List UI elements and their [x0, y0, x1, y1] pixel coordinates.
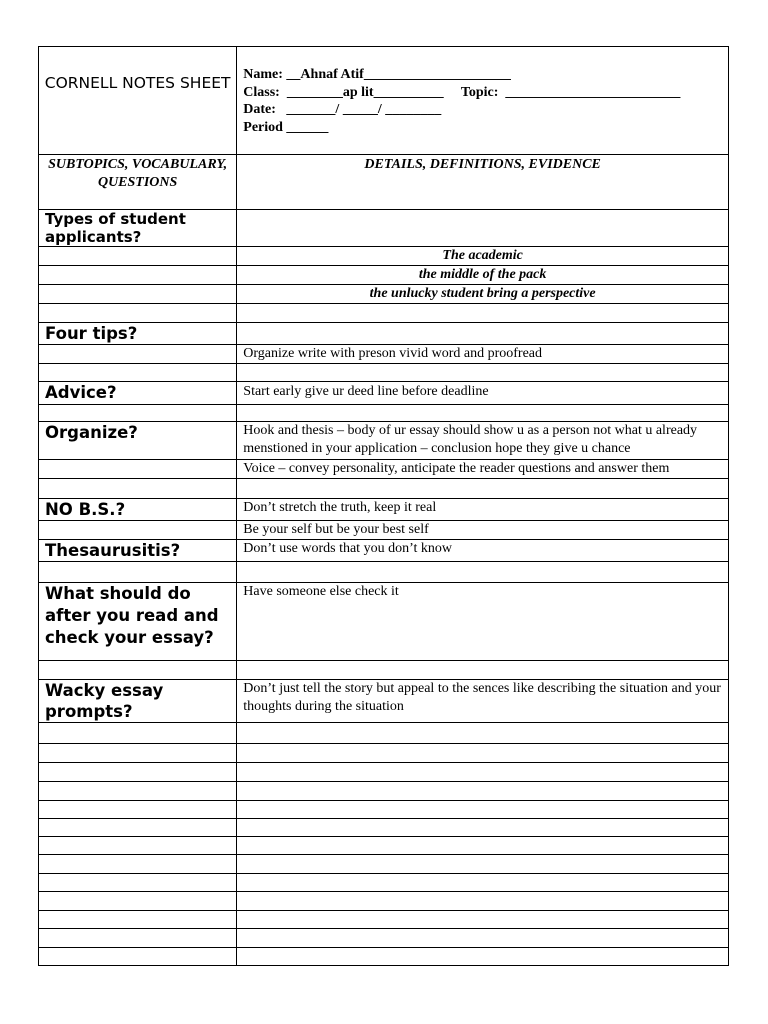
table-row — [39, 364, 729, 382]
student-info — [237, 47, 729, 155]
table-row — [39, 723, 729, 744]
table-row — [39, 801, 729, 819]
subtopic-cell — [39, 819, 237, 837]
answer-voice: Voice – convey personality, anticipate the reader questions and answer them — [237, 460, 729, 479]
table-row — [39, 285, 729, 304]
table-row — [39, 929, 729, 948]
answer-yourself: Be your self but be your best self — [237, 521, 729, 540]
subtopic-cell — [39, 911, 237, 929]
details-cell — [237, 801, 729, 819]
table-row — [39, 266, 729, 285]
table-row — [39, 382, 729, 405]
subtopic-cell — [39, 723, 237, 744]
answer-wacky: Don’t just tell the story but appeal to the sences like describing the situation and your thoughts during the situation — [237, 680, 729, 723]
table-row — [39, 583, 729, 661]
question-nobs: NO B.S.? — [39, 499, 237, 521]
table-row — [39, 479, 729, 499]
right-column-header: DETAILS, DEFINITIONS, EVIDENCE — [237, 155, 729, 210]
column-header-row — [39, 155, 729, 210]
table-row — [39, 345, 729, 364]
question-organize: Organize? — [39, 422, 237, 460]
table-row — [39, 948, 729, 966]
subtopic-cell — [39, 405, 237, 422]
details-cell — [237, 782, 729, 801]
table-row — [39, 405, 729, 422]
table-row — [39, 422, 729, 460]
subtopic-cell — [39, 801, 237, 819]
answer-tips: Organize write with preson vivid word and proofread — [237, 345, 729, 364]
details-cell — [237, 405, 729, 422]
details-cell — [237, 948, 729, 966]
answer-after-check: Have someone else check it — [237, 583, 729, 661]
class-topic-line: Class: ________ap lit__________ Topic: _________________________ — [243, 84, 681, 100]
subtopic-cell — [39, 892, 237, 911]
details-cell — [237, 819, 729, 837]
subtopic-cell — [39, 929, 237, 948]
subtopic-cell — [39, 837, 237, 855]
details-cell — [237, 892, 729, 911]
table-row — [39, 819, 729, 837]
details-cell — [237, 562, 729, 583]
table-row — [39, 247, 729, 266]
details-cell — [237, 661, 729, 680]
cornell-notes-table — [38, 46, 729, 966]
question-after-check: What should do after you read and check your essay? — [39, 583, 237, 661]
subtopic-cell — [39, 744, 237, 763]
question-tips: Four tips? — [39, 323, 237, 345]
details-cell — [237, 364, 729, 382]
table-row — [39, 304, 729, 323]
subtopic-cell — [39, 521, 237, 540]
subtopic-cell — [39, 661, 237, 680]
subtopic-cell — [39, 479, 237, 499]
details-cell — [237, 210, 729, 247]
table-row — [39, 911, 729, 929]
question-types: Types of student applicants? — [39, 210, 237, 247]
table-row — [39, 540, 729, 562]
subtopic-cell — [39, 364, 237, 382]
table-row — [39, 837, 729, 855]
subtopic-cell — [39, 782, 237, 801]
table-row — [39, 855, 729, 874]
left-column-header: SUBTOPICS, VOCABULARY, QUESTIONS — [39, 155, 237, 210]
subtopic-cell — [39, 247, 237, 266]
answer-advice: Start early give ur deed line before deadline — [237, 382, 729, 405]
answer-organize: Hook and thesis – body of ur essay should show u as a person not what u already menstioned in your application – conclusion hope they give u chance — [237, 422, 729, 460]
period-line: Period ______ — [243, 119, 329, 135]
header-row — [39, 47, 729, 155]
table-row — [39, 323, 729, 345]
detail-unlucky: the unlucky student bring a perspective — [237, 285, 729, 304]
subtopic-cell — [39, 345, 237, 364]
details-cell — [237, 744, 729, 763]
details-cell — [237, 911, 729, 929]
details-cell — [237, 874, 729, 892]
details-cell — [237, 723, 729, 744]
subtopic-cell — [39, 460, 237, 479]
details-cell — [237, 763, 729, 782]
table-row — [39, 562, 729, 583]
details-cell — [237, 929, 729, 948]
answer-nobs: Don’t stretch the truth, keep it real — [237, 499, 729, 521]
table-row — [39, 782, 729, 801]
table-row — [39, 210, 729, 247]
table-row — [39, 744, 729, 763]
detail-academic: The academic — [237, 247, 729, 266]
table-row — [39, 661, 729, 680]
subtopic-cell — [39, 763, 237, 782]
subtopic-cell — [39, 266, 237, 285]
table-row — [39, 874, 729, 892]
details-cell — [237, 855, 729, 874]
table-row — [39, 521, 729, 540]
table-row — [39, 680, 729, 723]
date-line: Date: _______/ _____/ ________ — [243, 102, 442, 117]
table-row — [39, 460, 729, 479]
details-cell — [237, 304, 729, 323]
subtopic-cell — [39, 874, 237, 892]
sheet-title: CORNELL NOTES SHEET — [39, 47, 237, 155]
question-wacky: Wacky essay prompts? — [39, 680, 237, 723]
answer-thesaurusitis: Don’t use words that you don’t know — [237, 540, 729, 562]
table-row — [39, 763, 729, 782]
subtopic-cell — [39, 855, 237, 874]
table-row — [39, 499, 729, 521]
details-cell — [237, 479, 729, 499]
subtopic-cell — [39, 304, 237, 323]
subtopic-cell — [39, 562, 237, 583]
table-row — [39, 892, 729, 911]
detail-middle: the middle of the pack — [237, 266, 729, 285]
name-line: Name: __Ahnaf Atif_____________________ — [243, 67, 511, 82]
subtopic-cell — [39, 948, 237, 966]
details-cell — [237, 837, 729, 855]
question-advice: Advice? — [39, 382, 237, 405]
subtopic-cell — [39, 285, 237, 304]
details-cell — [237, 323, 729, 345]
question-thesaurusitis: Thesaurusitis? — [39, 540, 237, 562]
